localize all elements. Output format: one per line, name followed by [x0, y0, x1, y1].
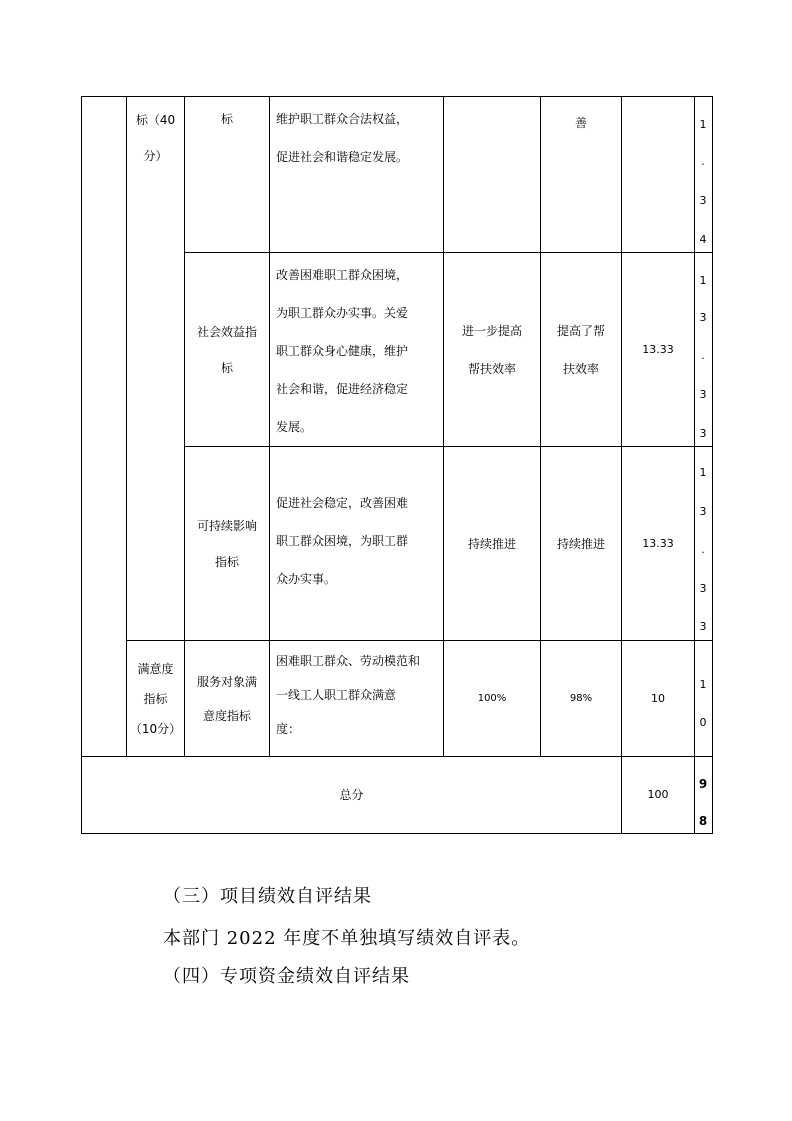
- row1-actual-value: 善: [574, 116, 587, 130]
- row3-target-value: 持续推进: [467, 536, 516, 551]
- row4-weight: 10: [651, 691, 665, 705]
- row3-weight: 13.33: [642, 536, 674, 550]
- section-heading-3: （三）项目绩效自评结果: [163, 886, 372, 907]
- row3-indicator-name: 可持续影响 指标: [196, 518, 257, 569]
- row1-indicator-name: 标: [220, 112, 233, 126]
- performance-table: 标（40分） 标 维护职工群众合法权益， 促进社会和谐稳定发展。 善 1 . 3 4 社会效益指标 改善困难职工群众困境， 为职工群众办实事。关爱 职工群众身心健康，维护 社会和谐，促进经济稳定 发展。 进一步提高 帮扶效率 提高了帮 扶效率 13.33 1 3 . 3 3 可持续影响 指标 促进社会稳定，改善困难 职工群众困境，为职工群 众办实事。 持续推进 持续推进 13.33 1 3 . 3 3 满意度 指标 （10分） 服务对象满 意度指标 困难职工群众、劳动模范和 一线工人职工群众满意 度： 100% 98% 10 1 0 总分 100 9 8: [0, 0, 792, 840]
- row1-indicator-category: 标（40分）: [135, 113, 176, 163]
- row3-actual-value: 持续推进: [556, 536, 605, 551]
- row2-indicator-name: 社会效益指标: [196, 324, 257, 375]
- section-heading-4: （四）专项资金绩效自评结果: [163, 966, 410, 987]
- row2-indicator-content: 改善困难职工群众困境， 为职工群众办实事。关爱 职工群众身心健康，维护 社会和谐，促进经济稳定 发展。: [276, 268, 409, 434]
- row4-indicator-name: 服务对象满 意度指标: [196, 674, 257, 723]
- section-body-3: 本部门 2022 年度不单独填写绩效自评表。: [163, 928, 531, 949]
- total-full-score: 100: [647, 788, 669, 801]
- row2-weight: 13.33: [642, 342, 674, 356]
- row2-actual-value: 提高了帮 扶效率: [556, 323, 605, 376]
- row4-target-value: 100%: [477, 692, 507, 704]
- row3-indicator-content: 促进社会稳定，改善困难 职工群众困境，为职工群 众办实事。: [276, 496, 409, 586]
- total-label: 总分: [339, 788, 364, 802]
- row4-indicator-category: 满意度 指标 （10分）: [129, 661, 182, 736]
- row1-indicator-content: 维护职工群众合法权益， 促进社会和谐稳定发展。: [276, 112, 409, 164]
- row4-indicator-content: 困难职工群众、劳动模范和 一线工人职工群众满意 度：: [276, 654, 421, 736]
- row2-target-value: 进一步提高 帮扶效率: [461, 323, 522, 376]
- row4-actual-value: 98%: [569, 692, 593, 704]
